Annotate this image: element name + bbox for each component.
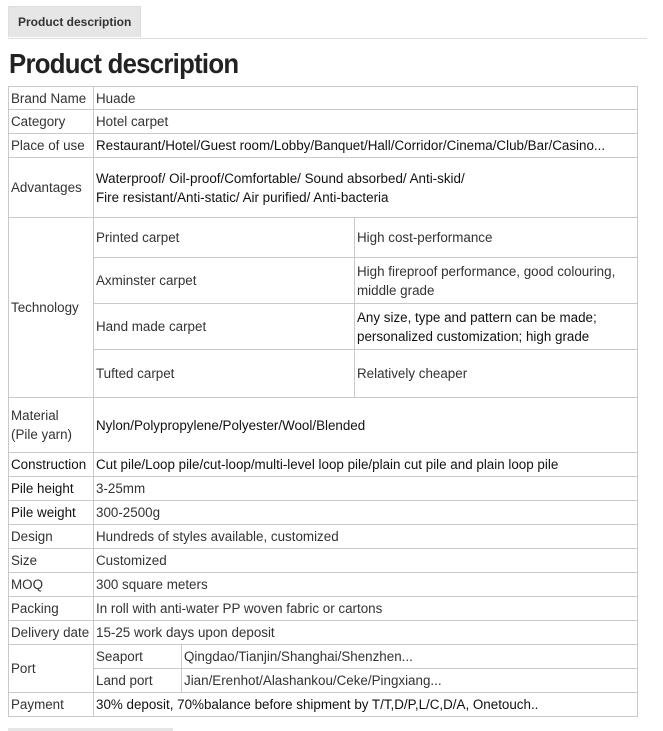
size-label: Size (9, 549, 94, 573)
category-value: Hotel carpet (94, 110, 638, 134)
table-row (9, 158, 638, 218)
technology-type: Tufted carpet (94, 350, 355, 398)
table-row (9, 350, 638, 398)
category-label: Category (9, 110, 94, 134)
construction-label: Construction (9, 453, 94, 477)
packing-label: Packing (9, 597, 94, 621)
delivery-value: 15-25 work days upon deposit (94, 621, 638, 645)
table-row (9, 597, 638, 621)
payment-value: 30% deposit, 70%balance before shipment by T/T,D/P,L/C,D/A, Onetouch.. (94, 693, 638, 717)
place-label: Place of use (9, 134, 94, 158)
table-row (9, 453, 638, 477)
table-row (9, 398, 638, 453)
material-label-line-1: Material (11, 408, 59, 423)
technology-desc-line: High fireproof performance, good colouring, (357, 263, 616, 279)
table-row (9, 573, 638, 597)
pile-height-label: Pile height (9, 477, 94, 501)
construction-value: Cut pile/Loop pile/cut-loop/multi-level loop pile/plain cut pile and plain loop pile (94, 453, 638, 477)
material-value: Nylon/Polypropylene/Polyester/Wool/Blended (94, 398, 638, 453)
table-row (9, 693, 638, 717)
packing-value: In roll with anti-water PP woven fabric or cartons (94, 597, 638, 621)
technology-desc (355, 258, 638, 304)
moq-value: 300 square meters (94, 573, 638, 597)
table-row (9, 134, 638, 158)
technology-desc-line: middle grade (357, 282, 435, 298)
table-row (9, 218, 638, 258)
size-value: Customized (94, 549, 638, 573)
table-row (9, 304, 638, 350)
place-value: Restaurant/Hotel/Guest room/Lobby/Banquet/Hall/Corridor/Cinema/Club/Bar/Casino... (94, 134, 638, 158)
product-spec-table (8, 86, 638, 717)
technology-desc-line: Relatively cheaper (357, 366, 468, 381)
port-label: Port (9, 645, 94, 693)
table-row (9, 477, 638, 501)
brand-value: Huade (94, 87, 638, 110)
advantages-value (94, 158, 638, 218)
technology-desc (355, 218, 638, 258)
technology-desc-line: personalized customization; high grade (357, 328, 590, 344)
table-row (9, 258, 638, 304)
table-row (9, 110, 638, 134)
seaport-label: Seaport (94, 645, 182, 669)
pile-weight-value: 300-2500g (94, 501, 638, 525)
technology-label: Technology (9, 218, 94, 398)
material-label (9, 398, 94, 453)
moq-label: MOQ (9, 573, 94, 597)
page-title: Product description (9, 48, 239, 79)
technology-type: Hand made carpet (94, 304, 355, 350)
pile-weight-label: Pile weight (9, 501, 94, 525)
tab-bar (8, 6, 647, 39)
technology-type: Printed carpet (94, 218, 355, 258)
table-row (9, 669, 638, 693)
technology-desc-line: High cost-performance (357, 230, 493, 245)
design-value: Hundreds of styles available, customized (94, 525, 638, 549)
delivery-label: Delivery date (9, 621, 94, 645)
land-port-label: Land port (94, 669, 182, 693)
advantages-line-1: Waterproof/ Oil-proof/Comfortable/ Sound absorbed/ Anti-skid/ (96, 170, 465, 186)
material-label-line-2: (Pile yarn) (11, 427, 73, 442)
table-row (9, 87, 638, 110)
table-row (9, 549, 638, 573)
advantages-label: Advantages (9, 158, 94, 218)
technology-desc (355, 350, 638, 398)
table-row (9, 645, 638, 669)
table-row (9, 501, 638, 525)
technology-desc-line: Any size, type and pattern can be made; (357, 309, 597, 325)
tab-product-description[interactable]: Product description (8, 6, 141, 37)
land-port-value: Jian/Erenhot/Alashankou/Ceke/Pingxiang... (182, 669, 638, 693)
advantages-line-2: Fire resistant/Anti-static/ Air purified/ Anti-bacteria (96, 189, 389, 205)
seaport-value: Qingdao/Tianjin/Shanghai/Shenzhen... (182, 645, 638, 669)
technology-desc (355, 304, 638, 350)
brand-label: Brand Name (9, 87, 94, 110)
payment-label: Payment (9, 693, 94, 717)
table-row (9, 621, 638, 645)
design-label: Design (9, 525, 94, 549)
technology-type: Axminster carpet (94, 258, 355, 304)
pile-height-value: 3-25mm (94, 477, 638, 501)
table-row (9, 525, 638, 549)
